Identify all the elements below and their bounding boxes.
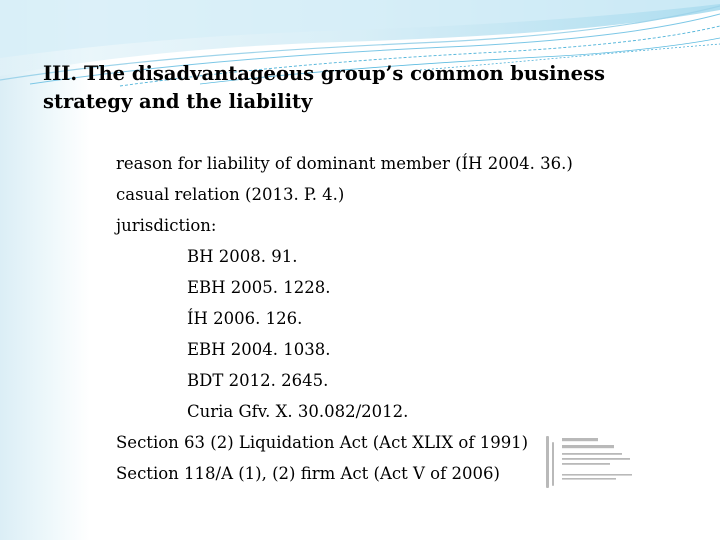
title-line: III. The disadvantageous group’s common business — [43, 62, 606, 85]
list-item: Section 118/A (1), (2) firm Act (Act V of 2006) — [116, 464, 500, 483]
list-item: jurisdiction: — [116, 216, 217, 235]
list-item: EBH 2005. 1228. — [187, 278, 331, 297]
list-item: Section 63 (2) Liquidation Act (Act XLIX of 1991) — [116, 433, 529, 452]
university-crest-logo — [543, 432, 673, 492]
slide-title — [43, 60, 683, 116]
list-item: Curia Gfv. X. 30.082/2012. — [187, 402, 409, 421]
list-item: reason for liability of dominant member (ÍH 2004. 36.) — [116, 154, 573, 173]
list-item: BH 2008. 91. — [187, 247, 298, 266]
list-item: EBH 2004. 1038. — [187, 340, 331, 359]
title-line: strategy and the liability — [43, 90, 313, 113]
list-item: BDT 2012. 2645. — [187, 371, 329, 390]
list-item: casual relation (2013. P. 4.) — [116, 185, 345, 204]
list-item: ÍH 2006. 126. — [187, 309, 303, 328]
